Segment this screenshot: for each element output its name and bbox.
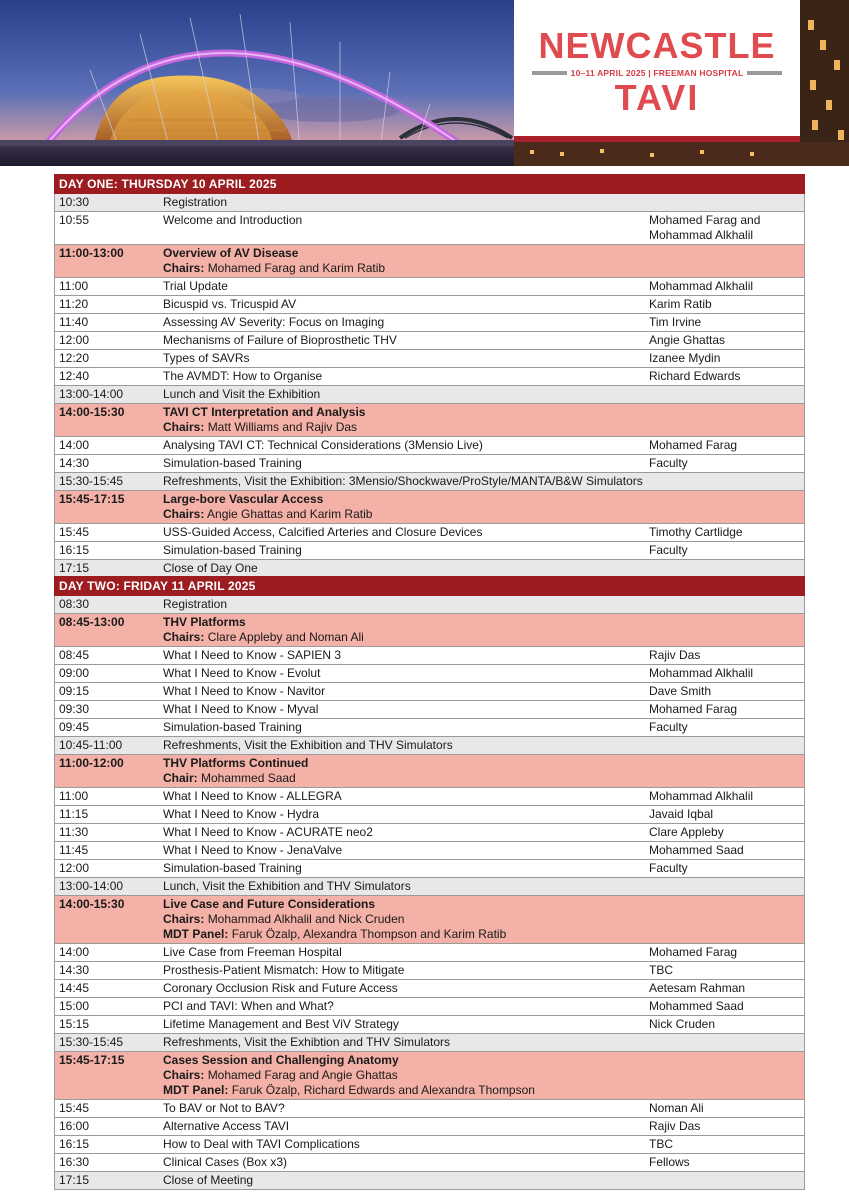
session-cell [163,615,649,645]
item-title: Simulation-based Training [163,720,302,734]
chairs-names: Mohamed Farag and Karim Ratib [207,261,386,275]
speaker-cell [649,1137,804,1152]
item-title: What I Need to Know - Navitor [163,684,326,698]
title-cell [163,525,649,540]
chairs-label: Chairs: [163,261,205,275]
speaker-name: Noman Ali [649,1101,704,1115]
programme-row [55,296,804,314]
item-title: Types of SAVRs [163,351,250,365]
title-cell [163,297,649,312]
item-title: To BAV or Not to BAV? [163,1101,285,1115]
speaker-name: Faculty [649,543,688,557]
time-cell: 08:30 [59,597,90,611]
session-chairs [163,420,649,435]
title-cell [163,963,649,978]
time-cell: 15:15 [59,1017,90,1031]
speaker-name: Richard Edwards [649,369,741,383]
item-title: USS-Guided Access, Calcified Arteries and Closure Devices [163,525,483,539]
chairs-names: Mohammad Alkhalil and Nick Cruden [207,912,405,926]
programme-row [55,860,804,878]
title-cell [163,279,649,294]
day-one-header: DAY ONE: THURSDAY 10 APRIL 2025 [54,174,805,194]
item-title: Welcome and Introduction [163,213,303,227]
time-cell: 11:00-13:00 [59,246,124,260]
day-one-programme [54,174,805,578]
speaker-cell [649,492,804,522]
title-cell [163,879,649,894]
speaker-name: TBC [649,963,673,977]
time-cell: 09:00 [59,666,90,680]
chairs-label: Chairs: [163,1068,205,1082]
title-cell [163,981,649,996]
programme-row [55,980,804,998]
title-cell [163,738,649,753]
time-cell: 14:30 [59,963,90,977]
programme-row [55,737,804,755]
item-title: Close of Day One [163,561,258,575]
programme-row [55,314,804,332]
session-title: Live Case and Future Considerations [163,897,376,911]
speaker-cell [649,387,804,402]
title-cell [163,1155,649,1170]
chairs-label: Chair: [163,771,198,785]
speaker-cell [649,1017,804,1032]
title-cell [163,597,649,612]
programme-row [55,350,804,368]
item-title: Clinical Cases (Box x3) [163,1155,288,1169]
speaker-cell [649,525,804,540]
time-cell: 11:15 [59,807,89,821]
programme-row [55,332,804,350]
time-cell: 17:15 [59,561,90,575]
header-banner [0,0,849,166]
speaker-cell [649,456,804,471]
programme-row [55,1100,804,1118]
title-cell [163,807,649,822]
time-cell: 09:15 [59,684,90,698]
item-title: PCI and TAVI: When and What? [163,999,334,1013]
speaker-cell [649,561,804,576]
item-title: What I Need to Know - ACURATE neo2 [163,825,373,839]
time-cell: 14:30 [59,456,90,470]
speaker-cell [649,1101,804,1116]
session-chairs [163,1068,649,1083]
speaker-cell [649,756,804,786]
speaker-name: Mohammad Alkhalil [649,279,754,293]
speaker-cell [649,861,804,876]
programme-row [55,437,804,455]
speaker-name: Rajiv Das [649,1119,701,1133]
programme-row [55,944,804,962]
day-two-rows [54,596,805,1190]
session-chairs [163,771,649,786]
item-title: Registration [163,195,228,209]
time-cell: 10:45-11:00 [59,738,123,752]
programme-row [55,683,804,701]
session-title: Large-bore Vascular Access [163,492,324,506]
programme-row [55,596,804,614]
item-title: Registration [163,597,228,611]
time-cell: 14:00 [59,945,90,959]
item-title: Simulation-based Training [163,861,302,875]
panel-names: Faruk Özalp, Richard Edwards and Alexandra Thompson [231,1083,535,1097]
item-title: How to Deal with TAVI Complications [163,1137,360,1151]
item-title: What I Need to Know - SAPIEN 3 [163,648,342,662]
title-cell [163,999,649,1014]
speaker-name: Mohamed Farag and [649,213,761,227]
speaker-name: Dave Smith [649,684,712,698]
speaker-cell [649,474,804,489]
speaker-cell [649,999,804,1014]
time-cell: 08:45 [59,648,90,662]
session-row [55,755,804,788]
title-cell [163,456,649,471]
time-cell: 08:45-13:00 [59,615,125,629]
session-chairs [163,630,649,645]
session-chairs [163,912,649,927]
time-cell: 15:45 [59,1101,90,1115]
programme-row [55,788,804,806]
programme-row [55,212,804,245]
programme-row [55,878,804,896]
speaker-cell [649,213,804,243]
speaker-cell [649,615,804,645]
speaker-cell [649,981,804,996]
time-cell: 11:40 [59,315,89,329]
time-cell: 16:15 [59,1137,90,1151]
chairs-names: Mohamed Farag and Angie Ghattas [207,1068,398,1082]
chairs-label: Chairs: [163,630,205,644]
time-cell: 15:45 [59,525,90,539]
speaker-name: Faculty [649,861,688,875]
logo-tavi: TAVI [614,77,700,118]
item-title: Lunch, Visit the Exhibition and THV Simulators [163,879,411,893]
title-cell [163,843,649,858]
session-row [55,404,804,437]
programme-row [55,455,804,473]
speaker-name: TBC [649,1137,673,1151]
session-row [55,1052,804,1100]
programme-row [55,368,804,386]
conference-logo [514,0,800,142]
day-two-header: DAY TWO: FRIDAY 11 APRIL 2025 [54,576,805,596]
title-cell [163,561,649,576]
session-cell [163,1053,649,1098]
item-title: What I Need to Know - Hydra [163,807,320,821]
chairs-label: Chairs: [163,420,205,434]
speaker-name: Rajiv Das [649,648,701,662]
programme-row [55,647,804,665]
speaker-name: Karim Ratib [649,297,712,311]
title-cell [163,1101,649,1116]
time-cell: 14:45 [59,981,90,995]
programme-row [55,542,804,560]
time-cell: 14:00 [59,438,90,452]
speaker-cell [649,684,804,699]
item-title: Refreshments, Visit the Exhibition and THV Simulators [163,738,453,752]
time-cell: 13:00-14:00 [59,387,124,401]
title-cell [163,351,649,366]
programme-row [55,1154,804,1172]
session-title: Cases Session and Challenging Anatomy [163,1053,399,1067]
speaker-name: Mohammad Alkhalil [649,789,754,803]
chairs-names: Mohammed Saad [201,771,296,785]
programme-row [55,278,804,296]
title-cell [163,333,649,348]
programme-row [55,473,804,491]
speaker-name: Fellows [649,1155,690,1169]
chairs-label: Chairs: [163,912,205,926]
title-cell [163,945,649,960]
item-title: Close of Meeting [163,1173,254,1187]
title-cell [163,213,649,243]
time-cell: 11:00 [59,789,89,803]
speaker-cell [649,1119,804,1134]
speaker-cell [649,1155,804,1170]
title-cell [163,648,649,663]
time-cell: 13:00-14:00 [59,879,124,893]
time-cell: 11:20 [59,297,89,311]
panel-label: MDT Panel: [163,927,229,941]
programme-row [55,1034,804,1052]
time-cell: 14:00-15:30 [59,405,125,419]
time-cell: 16:30 [59,1155,90,1169]
session-row [55,896,804,944]
item-title: Simulation-based Training [163,543,302,557]
time-cell: 15:30-15:45 [59,1035,124,1049]
speaker-name: Angie Ghattas [649,333,726,347]
speaker-cell [649,963,804,978]
speaker-cell [649,1053,804,1098]
chairs-names: Clare Appleby and Noman Ali [207,630,364,644]
speaker-cell [649,405,804,435]
session-cell [163,246,649,276]
programme-row [55,1172,804,1190]
time-cell: 09:45 [59,720,90,734]
speaker-name: Timothy Cartlidge [649,525,743,539]
title-cell [163,789,649,804]
time-cell: 17:15 [59,1173,90,1187]
time-cell: 11:00-12:00 [59,756,124,770]
title-cell [163,702,649,717]
item-title: The AVMDT: How to Organise [163,369,323,383]
time-cell: 15:00 [59,999,90,1013]
time-cell: 14:00-15:30 [59,897,125,911]
title-cell [163,825,649,840]
title-cell [163,1137,649,1152]
session-cell [163,492,649,522]
mdt-panel [163,1083,649,1098]
session-row [55,245,804,278]
title-cell [163,1035,649,1050]
session-chairs [163,507,649,522]
chairs-label: Chairs: [163,507,205,521]
title-cell [163,315,649,330]
speaker-name: Faculty [649,456,688,470]
item-title: Lifetime Management and Best ViV Strategy [163,1017,399,1031]
title-cell [163,369,649,384]
time-cell: 16:15 [59,543,90,557]
session-cell [163,756,649,786]
session-cell [163,405,649,435]
item-title: Analysing TAVI CT: Technical Considerations (3Mensio Live) [163,438,483,452]
speaker-name: Tim Irvine [649,315,702,329]
item-title: Coronary Occlusion Risk and Future Access [163,981,398,995]
item-title: Mechanisms of Failure of Bioprosthetic THV [163,333,397,347]
speaker-name: Mohammad Alkhalil [649,228,754,242]
item-title: Assessing AV Severity: Focus on Imaging [163,315,385,329]
item-title: Prosthesis-Patient Mismatch: How to Mitigate [163,963,405,977]
speaker-cell [649,333,804,348]
speaker-cell [649,1173,804,1188]
title-cell [163,1119,649,1134]
programme-row [55,194,804,212]
programme-row [55,824,804,842]
speaker-cell [649,738,804,753]
item-title: What I Need to Know - Myval [163,702,319,716]
programme-row [55,962,804,980]
speaker-name: Javaid Iqbal [649,807,714,821]
panel-label: MDT Panel: [163,1083,229,1097]
speaker-cell [649,648,804,663]
title-cell [163,861,649,876]
session-cell [163,897,649,942]
time-cell: 15:45-17:15 [59,492,125,506]
speaker-cell [649,666,804,681]
speaker-name: Mohammed Saad [649,843,744,857]
time-cell: 11:00 [59,279,89,293]
speaker-cell [649,720,804,735]
logo-date-venue: 10–11 APRIL 2025 | FREEMAN HOSPITAL [570,68,744,78]
title-cell [163,720,649,735]
time-cell: 10:55 [59,213,90,227]
item-title: What I Need to Know - JenaValve [163,843,343,857]
session-title: Overview of AV Disease [163,246,299,260]
programme-row [55,1136,804,1154]
speaker-cell [649,807,804,822]
speaker-cell [649,246,804,276]
time-cell: 12:40 [59,369,90,383]
programme-row [55,665,804,683]
chairs-names: Matt Williams and Rajiv Das [207,420,358,434]
speaker-cell [649,351,804,366]
item-title: Refreshments, Visit the Exhibtion and THV Simulators [163,1035,451,1049]
programme-row [55,386,804,404]
item-title: Simulation-based Training [163,456,302,470]
programme-row [55,806,804,824]
speaker-cell [649,369,804,384]
time-cell: 11:30 [59,825,89,839]
item-title: Refreshments, Visit the Exhibition: 3Mensio/Shockwave/ProStyle/MANTA/B&W Simulators [163,474,643,488]
speaker-cell [649,702,804,717]
programme-row [55,842,804,860]
time-cell: 15:30-15:45 [59,474,124,488]
speaker-name: Faculty [649,720,688,734]
time-cell: 12:00 [59,861,90,875]
item-title: Alternative Access TAVI [163,1119,290,1133]
session-chairs [163,261,649,276]
speaker-cell [649,315,804,330]
day-one-rows [54,194,805,578]
item-title: Lunch and Visit the Exhibition [163,387,321,401]
programme-row [55,719,804,737]
time-cell: 16:00 [59,1119,90,1133]
title-cell [163,543,649,558]
speaker-name: Mohammed Saad [649,999,744,1013]
programme-row [55,1016,804,1034]
speaker-cell [649,879,804,894]
time-cell: 10:30 [59,195,90,209]
programme-row [55,524,804,542]
programme-row [55,998,804,1016]
title-cell [163,1017,649,1032]
speaker-cell [649,789,804,804]
chairs-names: Angie Ghattas and Karim Ratib [207,507,373,521]
speaker-cell [649,897,804,942]
time-cell: 09:30 [59,702,90,716]
speaker-cell [649,1035,804,1050]
time-cell: 12:00 [59,333,90,347]
title-cell [163,387,649,402]
item-title: What I Need to Know - Evolut [163,666,321,680]
item-title: Live Case from Freeman Hospital [163,945,342,959]
speaker-name: Mohamed Farag [649,438,738,452]
programme-row [55,1118,804,1136]
item-title: Trial Update [163,279,228,293]
speaker-cell [649,843,804,858]
title-cell [163,684,649,699]
speaker-cell [649,297,804,312]
speaker-name: Clare Appleby [649,825,724,839]
time-cell: 12:20 [59,351,90,365]
title-cell [163,474,649,489]
speaker-name: Izanee Mydin [649,351,721,365]
speaker-cell [649,945,804,960]
session-row [55,491,804,524]
panel-names: Faruk Özalp, Alexandra Thompson and Karim Ratib [231,927,507,941]
speaker-name: Nick Cruden [649,1017,716,1031]
title-cell [163,666,649,681]
mdt-panel [163,927,649,942]
session-title: THV Platforms Continued [163,756,309,770]
logo-newcastle: NEWCASTLE [538,25,776,66]
programme-row [55,701,804,719]
session-title: TAVI CT Interpretation and Analysis [163,405,366,419]
speaker-cell [649,279,804,294]
speaker-cell [649,543,804,558]
speaker-name: Mohamed Farag [649,945,738,959]
time-cell: 15:45-17:15 [59,1053,125,1067]
speaker-name: Aetesam Rahman [649,981,746,995]
item-title: What I Need to Know - ALLEGRA [163,789,342,803]
title-cell [163,438,649,453]
item-title: Bicuspid vs. Tricuspid AV [163,297,297,311]
session-title: THV Platforms [163,615,246,629]
session-row [55,614,804,647]
speaker-cell [649,597,804,612]
speaker-name: Mohammad Alkhalil [649,666,754,680]
speaker-cell [649,195,804,210]
speaker-name: Mohamed Farag [649,702,738,716]
speaker-cell [649,438,804,453]
time-cell: 11:45 [59,843,89,857]
title-cell [163,195,649,210]
speaker-cell [649,825,804,840]
day-two-programme [54,576,805,1190]
title-cell [163,1173,649,1188]
